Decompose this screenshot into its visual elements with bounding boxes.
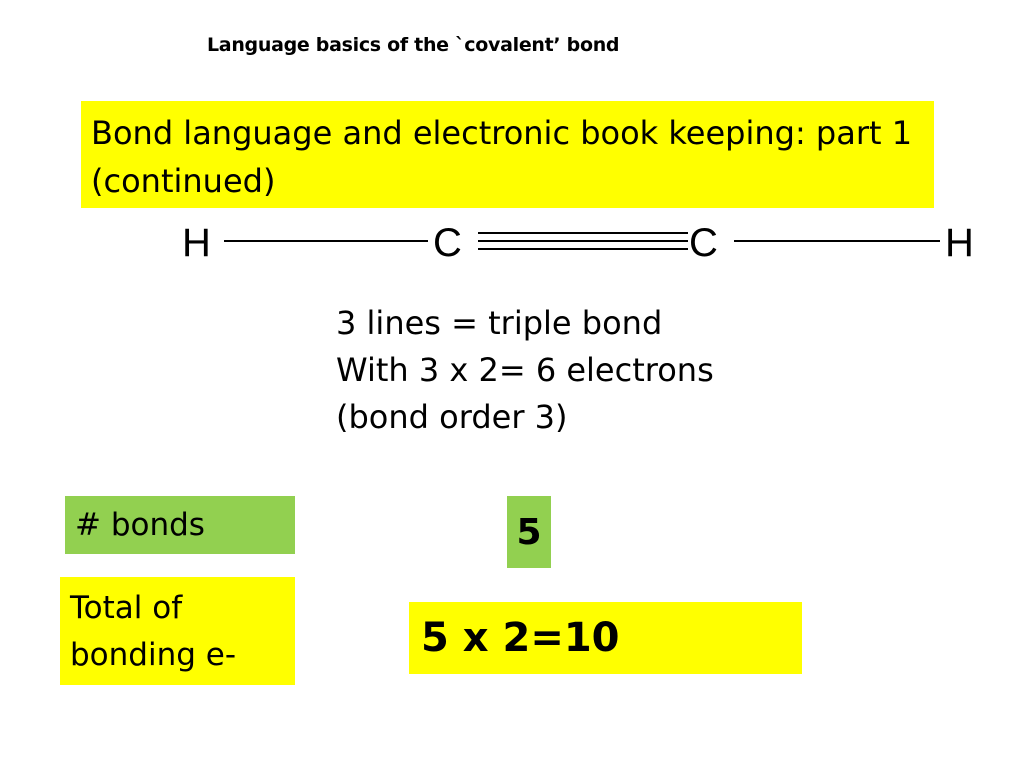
bonding-electrons-label-line-1: Total of	[70, 590, 183, 626]
bonding-electrons-value-box	[409, 602, 802, 674]
bonds-label: # bonds	[75, 507, 205, 543]
heading-line-1: Bond language and electronic book keeping: part 1	[91, 114, 913, 152]
explanation-line-1: 3 lines = triple bond	[336, 304, 663, 342]
explanation-line-2: With 3 x 2= 6 electrons	[336, 351, 714, 389]
atom-c-right: C	[689, 221, 718, 265]
bonding-electrons-value: 5 x 2=10	[421, 615, 620, 661]
bonds-value: 5	[516, 511, 542, 553]
acetylene-structure	[0, 218, 1024, 278]
heading-box	[81, 101, 934, 208]
bonds-label-box	[65, 496, 295, 554]
bonding-electrons-label-line-2: bonding e-	[70, 637, 237, 673]
atom-h-right: H	[945, 221, 974, 265]
atom-c-left: C	[433, 221, 462, 265]
explanation-line-3: (bond order 3)	[336, 398, 568, 436]
bond-explanation	[336, 300, 714, 441]
heading-line-2: (continued)	[91, 162, 276, 200]
page-title: Language basics of the `covalent’ bond	[207, 34, 620, 56]
atom-h-left: H	[182, 221, 211, 265]
bonding-electrons-label-box	[60, 577, 295, 685]
bonds-value-box	[507, 496, 551, 568]
